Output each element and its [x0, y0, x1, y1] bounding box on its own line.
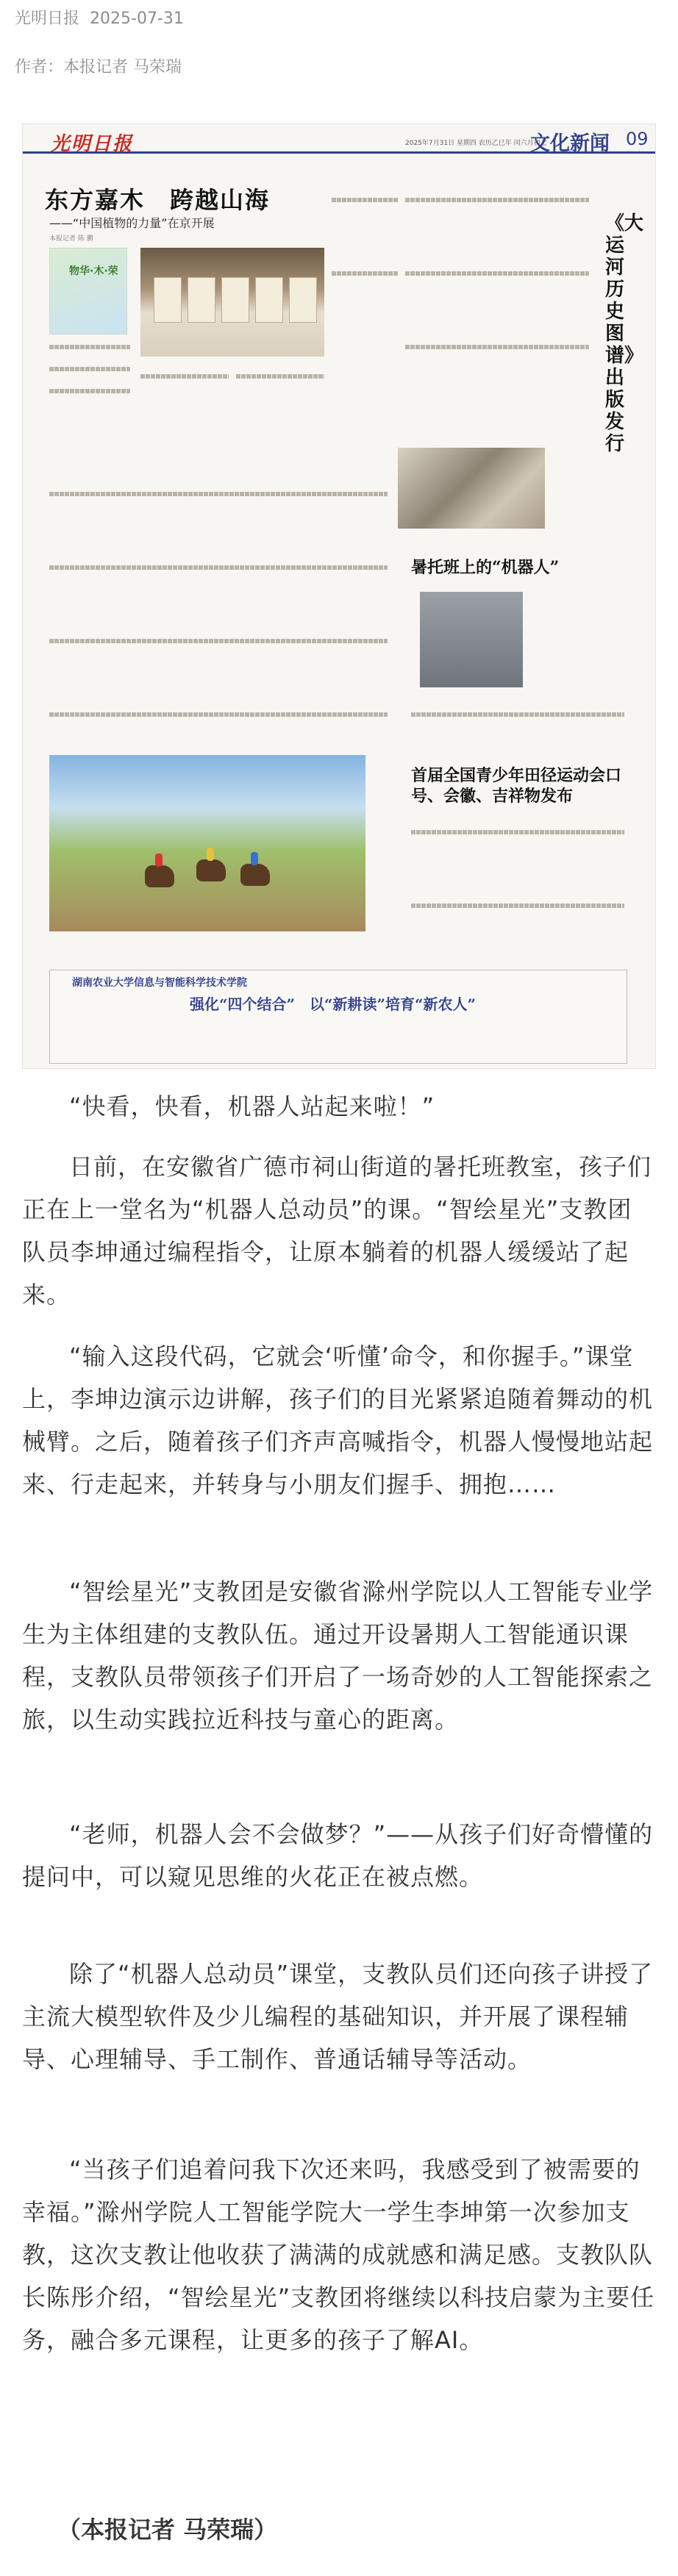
column-text-lines	[49, 712, 388, 717]
column-text-lines	[411, 830, 624, 834]
author-line: 作者：本报记者 马荣瑞	[15, 58, 182, 76]
horse-racing-photo	[49, 755, 365, 931]
rider	[207, 848, 214, 861]
newspaper-headline-exhibition: 东方嘉木 跨越山海	[45, 186, 271, 214]
newspaper-headline-games: 首届全国青少年田径运动会口号、会徽、吉祥物发布	[411, 766, 622, 806]
newspaper-masthead	[23, 124, 656, 154]
newspaper-logo: 光明日报	[51, 133, 134, 155]
article-paragraph: “老师，机器人会不会做梦？”——从孩子们好奇懵懂的提问中，可以窥见思维的火花正在被点燃。	[22, 1820, 654, 1891]
exhibition-gallery-photo	[140, 248, 324, 357]
publish-date: 2025-07-31	[90, 10, 184, 28]
gallery-panel	[255, 277, 283, 323]
newspaper-headline-robot: 暑托班上的“机器人”	[411, 558, 560, 577]
newspaper-section-title: 文化新闻	[530, 132, 610, 155]
horse	[145, 865, 174, 887]
column-text-lines	[49, 389, 130, 393]
column-text-lines	[411, 904, 624, 908]
newspaper-byline-exhibition: 本报记者 陈 鹏	[49, 235, 93, 243]
gallery-panel	[188, 277, 215, 323]
column-text-lines	[411, 712, 624, 717]
article-paragraph: “输入这段代码，它就会‘听懂’命令，和你握手。”课堂上，李坤边演示边讲解，孩子们的目光紧紧追随着舞动的机械臂。之后，随着孩子们齐声高喊指令，机器人慢慢地站起来、行走起来，并转身与小朋友们握手、拥抱……	[22, 1342, 654, 1498]
horse	[196, 859, 226, 881]
source-name: 光明日报	[15, 10, 80, 28]
newspaper-ad-box	[49, 970, 627, 1064]
column-text-lines	[236, 374, 324, 379]
newspaper-page-image	[22, 124, 656, 1069]
column-text-lines	[405, 198, 589, 202]
article-paragraph: 除了“机器人总动员”课堂，支教队员们还向孩子讲授了主流大模型软件及少儿编程的基础知识，并开展了课程辅导、心理辅导、手工制作、普通话辅导等活动。	[22, 1960, 654, 2073]
newspaper-subheadline-exhibition: ——“中国植物的力量”在京开展	[49, 216, 215, 230]
gallery-panel	[154, 277, 182, 323]
exhibition-poster-photo	[49, 248, 127, 334]
rider	[155, 854, 163, 867]
column-text-lines	[49, 565, 388, 570]
book-cover-photo	[398, 448, 545, 529]
column-text-lines	[49, 367, 130, 371]
gallery-panel	[221, 277, 249, 323]
column-text-lines	[49, 492, 388, 496]
newspaper-vertical-title: 《大运河历史图谱》出版发行	[605, 212, 644, 455]
newspaper-page-number: 09	[626, 129, 649, 149]
column-text-lines	[332, 271, 398, 276]
article-paragraph: “当孩子们追着问我下次还来吗，我感受到了被需要的幸福。”滁州学院人工智能学院大一学生李坤第一次参加支教，这次支教让他收获了满满的成就感和满足感。支教队队长陈彤介绍，“智绘星光”支教团将继续以科技启蒙为主要任务，融合多元课程，让更多的孩子了解AI。	[22, 2155, 655, 2354]
article-byline: （本报记者 马荣瑞）	[57, 2516, 278, 2544]
poster-text: 物华·木·荣	[69, 265, 118, 277]
ad-slogan: 强化“四个结合” 以“新耕读”培育“新农人”	[190, 995, 477, 1013]
newspaper-date-line: 2025年7月31日 星期四 农历乙巳年 闰六月初七	[405, 140, 547, 147]
source-line	[15, 6, 184, 29]
robot-photo	[420, 592, 523, 687]
rider	[251, 852, 258, 865]
column-text-lines	[49, 345, 130, 349]
horse	[240, 864, 270, 886]
article-paragraph: “快看，快看，机器人站起来啦！”	[69, 1092, 435, 1120]
ad-institution: 湖南农业大学信息与智能科学技术学院	[72, 977, 247, 989]
column-text-lines	[140, 374, 229, 379]
column-text-lines	[405, 271, 589, 276]
article-paragraph: “智绘星光”支教团是安徽省滁州学院以人工智能专业学生为主体组建的支教队伍。通过开设暑期人工智能通识课程，支教队员带领孩子们开启了一场奇妙的人工智能探索之旅，以生动实践拉近科技与童心的距离。	[22, 1578, 654, 1734]
gallery-panel	[289, 277, 317, 323]
column-text-lines	[49, 639, 388, 643]
column-text-lines	[332, 198, 398, 202]
article-paragraph: 日前，在安徽省广德市祠山街道的暑托班教室，孩子们正在上一堂名为“机器人总动员”的课。“智绘星光”支教团队员李坤通过编程指令，让原本躺着的机器人缓缓站了起来。	[22, 1153, 652, 1309]
column-text-lines	[405, 345, 589, 349]
